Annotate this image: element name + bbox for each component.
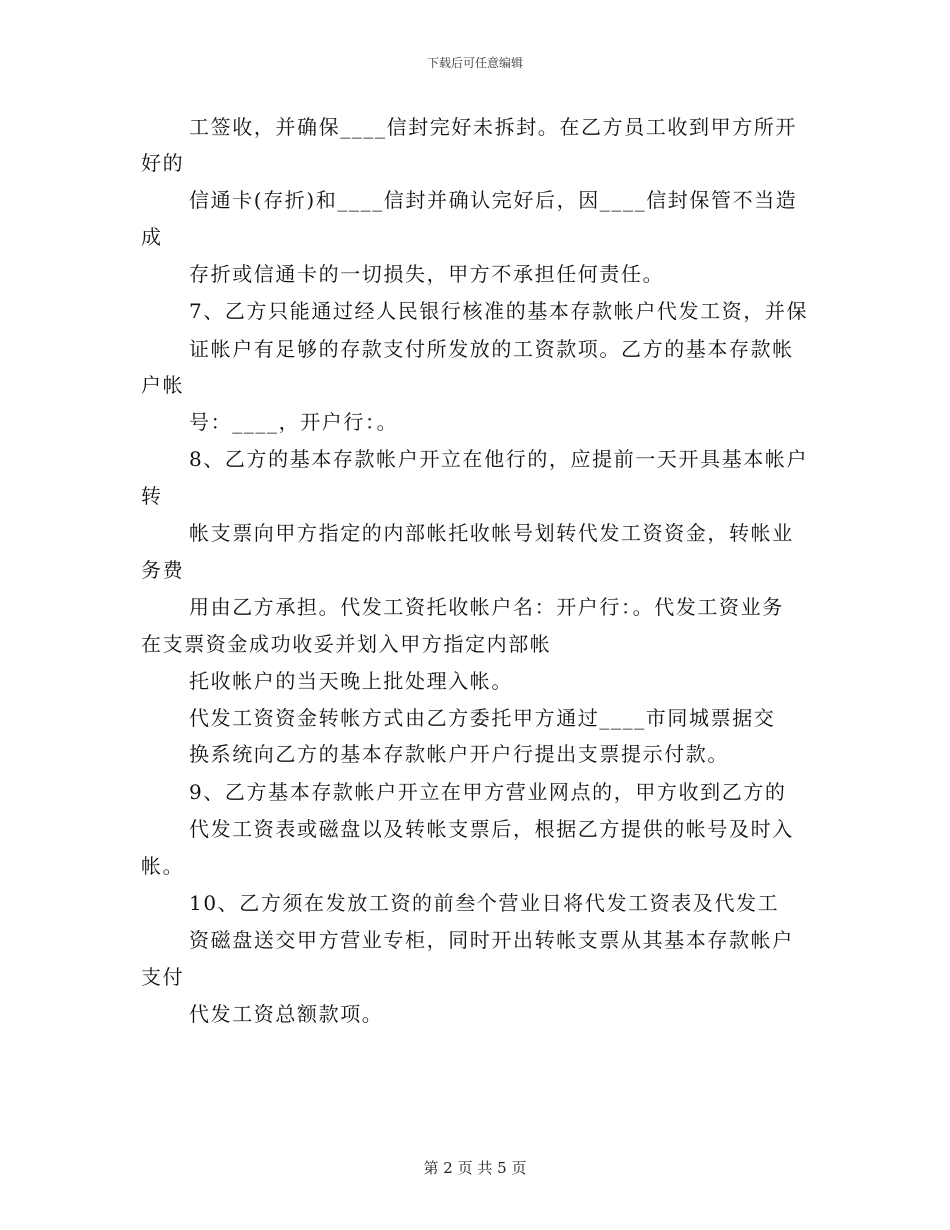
body-line: 帐支票向甲方指定的内部帐托收帐号划转代发工资资金，转帐业 (189, 521, 794, 545)
body-line: 证帐户有足够的存款支付所发放的工资款项。乙方的基本存款帐 (189, 337, 794, 361)
body-line: 帐。 (141, 854, 185, 878)
body-line: 代发工资表或磁盘以及转帐支票后，根据乙方提供的帐号及时入 (189, 817, 794, 841)
body-line: 用由乙方承担。代发工资托收帐户名：开户行：。代发工资业务 (189, 595, 784, 619)
body-line: 支付 (141, 965, 185, 989)
body-line: 信通卡(存折)和____信封并确认完好后，因____信封保管不当造 (189, 188, 798, 212)
section-10-line: 10、乙方须在发放工资的前叁个营业日将代发工资表及代发工 (189, 891, 780, 915)
body-line: 务费 (141, 558, 185, 582)
section-8-line: 8、乙方的基本存款帐户开立在他行的，应提前一天开具基本帐户 (189, 447, 809, 471)
body-line: 号：____，开户行：。 (189, 410, 399, 434)
section-9-line: 9、乙方基本存款帐户开立在甲方营业网点的，甲方收到乙方的 (189, 780, 787, 804)
body-line: 工签收，并确保____信封完好未拆封。在乙方员工收到甲方所开 (189, 115, 797, 139)
body-line: 在支票资金成功收妥并划入甲方指定内部帐 (141, 632, 552, 656)
body-line: 好的 (141, 151, 185, 175)
body-line: 托收帐户的当天晚上批处理入帐。 (189, 669, 513, 693)
body-line: 代发工资总额款项。 (189, 1002, 384, 1026)
body-line: 资磁盘送交甲方营业专柜，同时开出转帐支票从其基本存款帐户 (189, 928, 794, 952)
body-line: 代发工资资金转帐方式由乙方委托甲方通过____市同城票据交 (189, 706, 776, 730)
body-line: 户帐 (141, 373, 185, 397)
page-header-note: 下载后可任意编辑 (426, 56, 523, 70)
body-line: 转 (141, 484, 163, 508)
page-number: 第 2 页 共 5 页 (423, 1159, 527, 1177)
section-7-line: 7、乙方只能通过经人民银行核准的基本存款帐户代发工资，并保 (189, 299, 809, 323)
body-line: 换系统向乙方的基本存款帐户开户行提出支票提示付款。 (189, 742, 729, 766)
body-line: 存折或信通卡的一切损失，甲方不承担任何责任。 (189, 262, 665, 286)
body-line: 成 (141, 225, 163, 249)
